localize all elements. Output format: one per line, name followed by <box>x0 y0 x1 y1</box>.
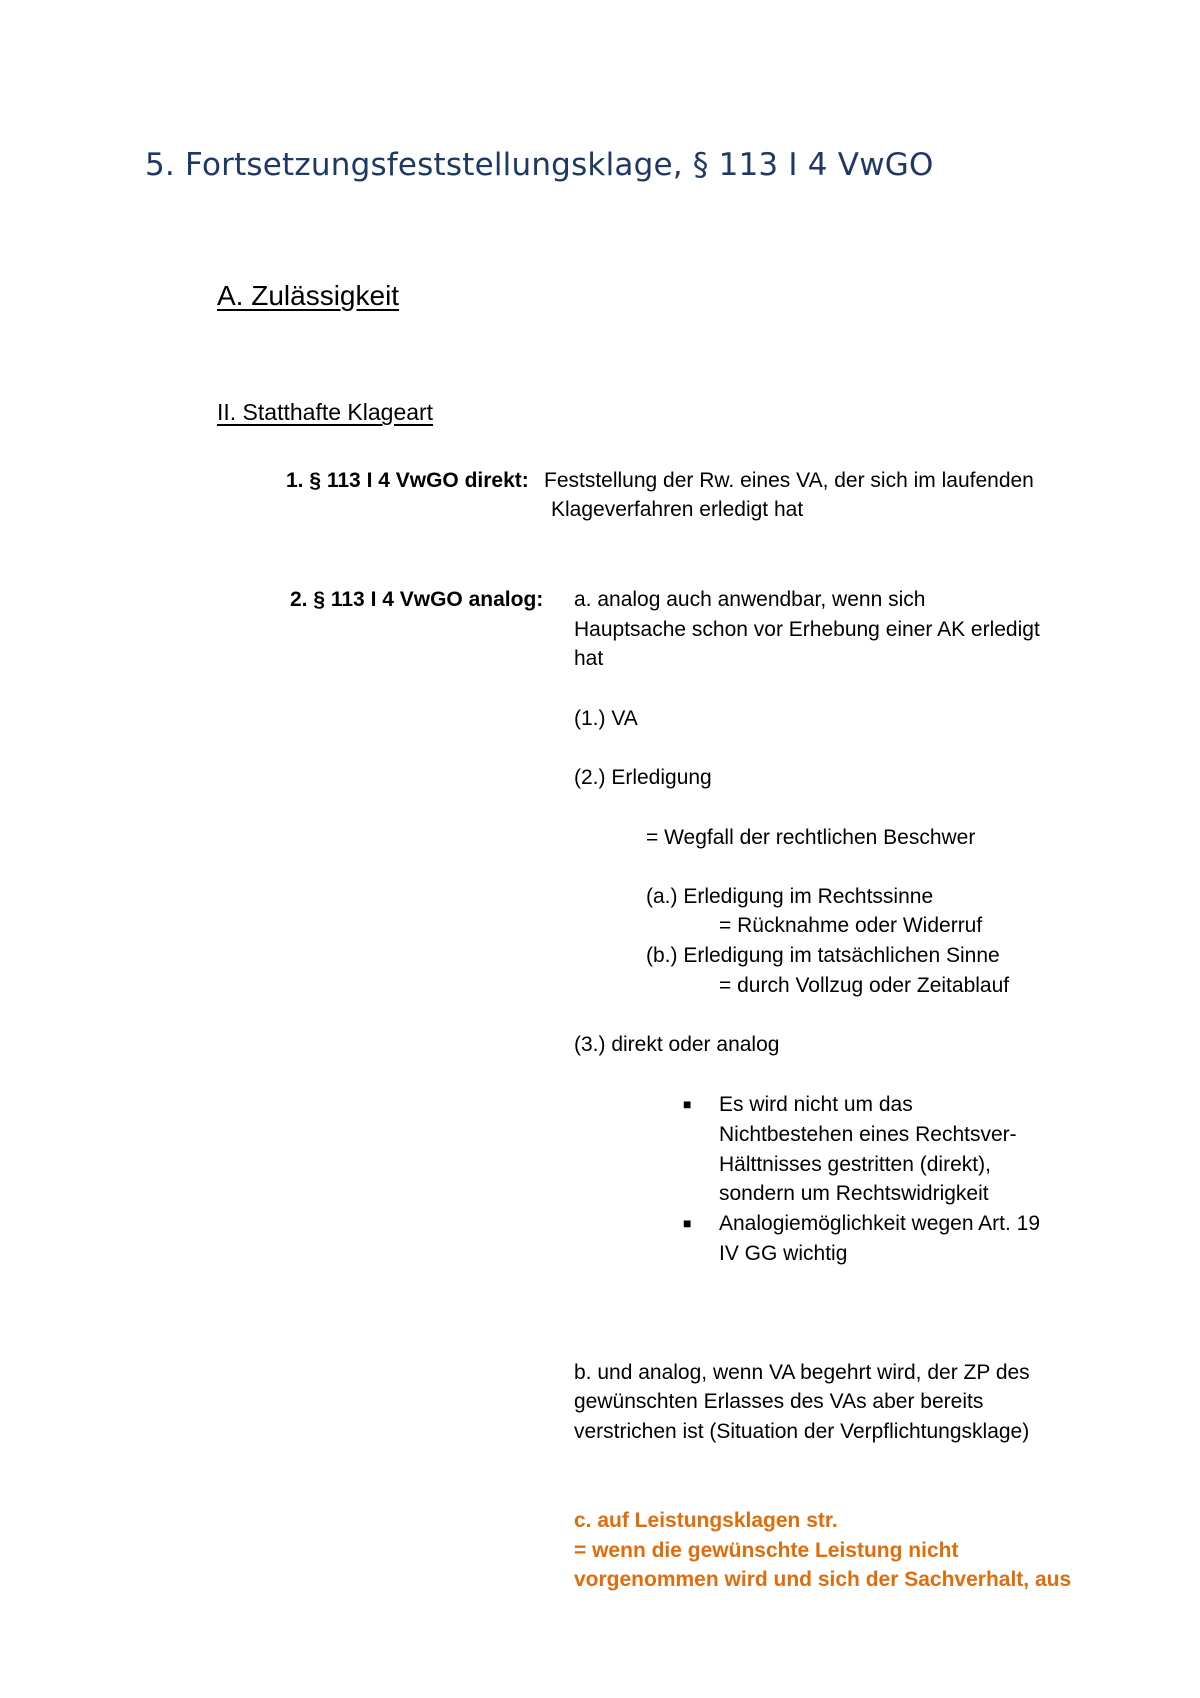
document-title: 5. Fortsetzungsfeststellungsklage, § 113 I 4 VwGO <box>145 147 934 183</box>
bullet1-line3: Hälttnisses gestritten (direkt), <box>719 1153 991 1176</box>
item1-text-line1: Feststellung der Rw. eines VA, der sich im laufenden <box>544 469 1034 492</box>
bullet1-line4: sondern um Rechtswidrigkeit <box>719 1182 989 1205</box>
bullet-marker: ■ <box>683 1096 692 1112</box>
point-3: (3.) direkt oder analog <box>574 1033 780 1056</box>
item2-a-line1: a. analog auch anwendbar, wenn sich <box>574 588 926 611</box>
bullet1-line2: Nichtbestehen eines Rechtsver- <box>719 1123 1017 1146</box>
point-2b-definition: = durch Vollzug oder Zeitablauf <box>719 974 1010 997</box>
heading-statthafte-klageart: II. Statthafte Klageart <box>217 399 434 425</box>
item2-a-line2: Hauptsache schon vor Erhebung einer AK erledigt <box>574 618 1040 641</box>
point-2a: (a.) Erledigung im Rechtssinne <box>646 885 934 908</box>
bullet1-line1: Es wird nicht um das <box>719 1093 913 1116</box>
item2-a-line3: hat <box>574 647 604 670</box>
item2-c-line1: c. auf Leistungsklagen str. <box>574 1509 838 1532</box>
point-2b: (b.) Erledigung im tatsächlichen Sinne <box>646 944 1000 967</box>
bullet2-line2: IV GG wichtig <box>719 1242 848 1265</box>
point-2-definition: = Wegfall der rechtlichen Beschwer <box>646 826 976 849</box>
point-1: (1.) VA <box>574 707 638 730</box>
item2-b-line2: gewünschten Erlasses des VAs aber bereits <box>574 1390 984 1413</box>
item2-b-line3: verstrichen ist (Situation der Verpflichtungsklage) <box>574 1420 1030 1443</box>
item2-c-line2: = wenn die gewünschte Leistung nicht <box>574 1539 959 1562</box>
item2-b-line1: b. und analog, wenn VA begehrt wird, der ZP des <box>574 1361 1030 1384</box>
heading-zulaessigkeit: A. Zulässigkeit <box>217 280 400 311</box>
item1-label: 1. § 113 I 4 VwGO direkt: <box>286 469 529 492</box>
bullet-marker: ■ <box>683 1215 692 1231</box>
item2-c-line3: vorgenommen wird und sich der Sachverhalt, aus <box>574 1568 1072 1591</box>
point-2a-definition: = Rücknahme oder Widerruf <box>719 914 983 937</box>
item2-label: 2. § 113 I 4 VwGO analog: <box>290 588 544 611</box>
point-2: (2.) Erledigung <box>574 766 712 789</box>
item1-text-line2: Klageverfahren erledigt hat <box>551 498 804 521</box>
bullet2-line1: Analogiemöglichkeit wegen Art. 19 <box>719 1212 1041 1235</box>
